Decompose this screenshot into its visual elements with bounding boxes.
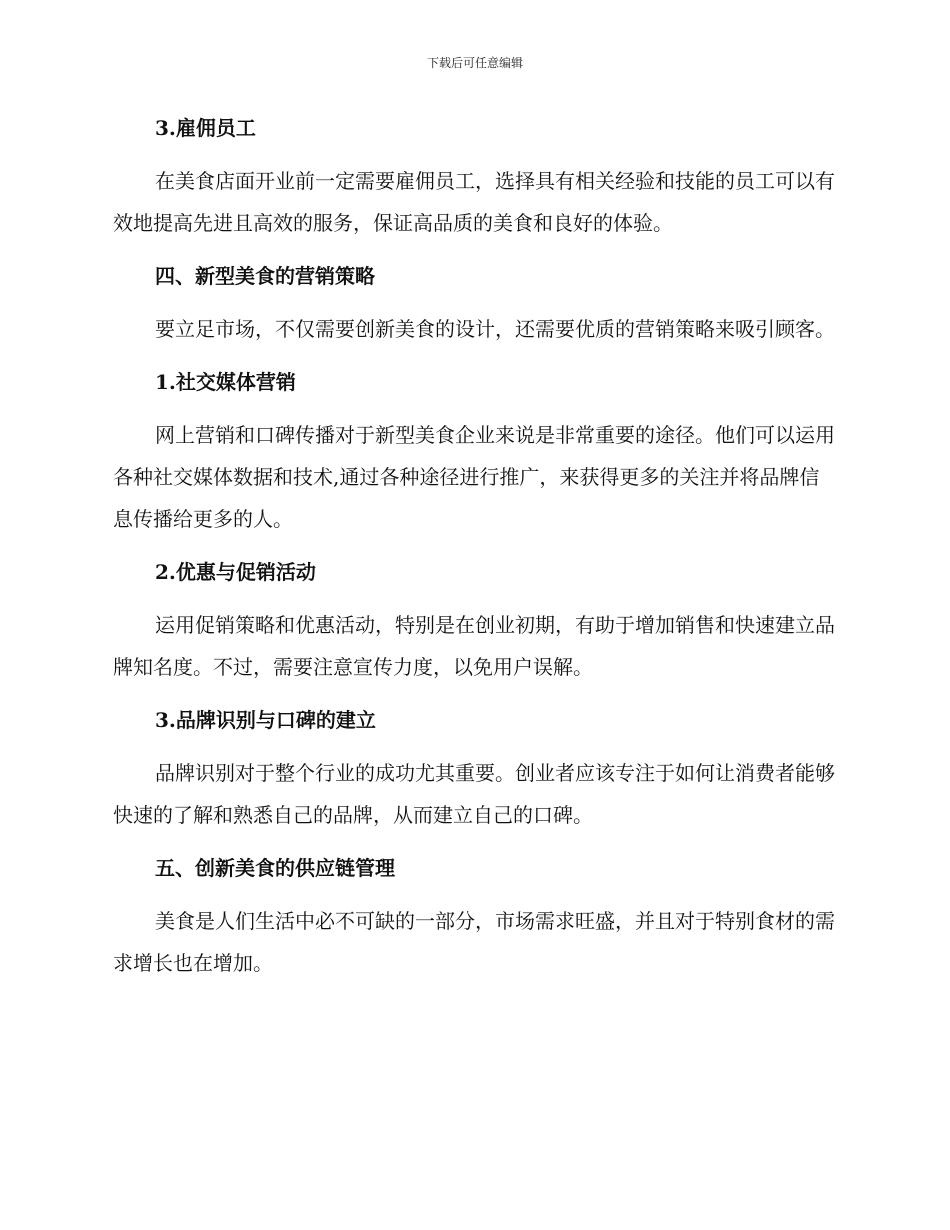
paragraph-brand-recognition: 品牌识别对于整个行业的成功尤其重要。创业者应该专注于如何让消费者能够快速的了解和熟悉自己的品牌，从而建立自己的口碑。	[113, 761, 835, 827]
paragraph-promotions: 运用促销策略和优惠活动，特别是在创业初期，有助于增加销售和快速建立品牌知名度。不过，需要注意宣传力度，以免用户误解。	[113, 613, 835, 679]
paragraph-marketing-strategy: 要立足市场，不仅需要创新美食的设计，还需要优质的营销策略来吸引顾客。	[155, 317, 835, 341]
paragraph-social-media: 网上营销和口碑传播对于新型美食企业来说是非常重要的途径。他们可以运用各种社交媒体数据和技术,通过各种途径进行推广，来获得更多的关注并将品牌信息传播给更多的人。	[113, 423, 835, 531]
section-heading-marketing-strategy: 四、新型美食的营销策略	[155, 264, 375, 288]
page-header-note: 下载后可任意编辑	[426, 56, 523, 70]
document-body	[113, 108, 837, 996]
paragraph-supply-chain: 美食是人们生活中必不可缺的一部分，市场需求旺盛，并且对于特别食材的需求增长也在增加。	[113, 909, 835, 975]
section-heading-hire-staff: 3.雇佣员工	[155, 116, 256, 140]
section-heading-promotions: 2.优惠与促销活动	[155, 560, 316, 584]
section-heading-social-media: 1.社交媒体营销	[155, 370, 296, 394]
section-heading-supply-chain: 五、创新美食的供应链管理	[155, 856, 395, 880]
section-heading-brand-recognition: 3.品牌识别与口碑的建立	[155, 708, 376, 732]
paragraph-hire-staff: 在美食店面开业前一定需要雇佣员工，选择具有相关经验和技能的员工可以有效地提高先进且高效的服务，保证高品质的美食和良好的体验。	[113, 169, 835, 235]
